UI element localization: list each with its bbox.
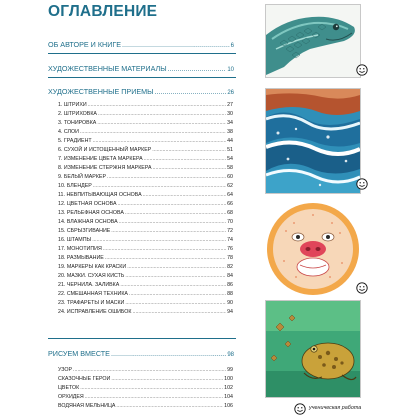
entry-page: 44 (227, 138, 233, 145)
entry-title: 12. ЦВЕТНАЯ ОСНОВА (58, 201, 117, 208)
dot-leader (143, 191, 226, 200)
dot-leader (97, 119, 226, 128)
section-divider (48, 338, 236, 339)
dot-leader (127, 263, 226, 272)
dot-leader (152, 146, 226, 155)
toc-entry[interactable] (58, 155, 233, 164)
smiley-icon (356, 64, 368, 76)
entry-title: 20. МАЗКИ. СУХАЯ КИСТЬ (58, 273, 125, 280)
toc-entry[interactable] (58, 137, 233, 146)
dot-leader (107, 173, 226, 182)
entry-title: 3. ТОНИРОВКА (58, 120, 97, 127)
entry-page: 84 (227, 273, 233, 280)
entry-page: 72 (227, 228, 233, 235)
entry-title: ВОДЯНАЯ МЕЛЬНИЦА (58, 403, 116, 410)
entry-page: 68 (227, 210, 233, 217)
entry-title: 1. ШТРИХИ (58, 102, 87, 108)
toc-entry[interactable] (58, 200, 233, 209)
face-illustration (265, 200, 361, 298)
toc-entry[interactable] (58, 245, 233, 254)
entry-title: 8. ИЗМЕНЕНИЕ СТЕРЖНЯ МАРКЕРА (58, 165, 152, 172)
entry-page: 30 (227, 111, 233, 118)
toc-entry[interactable] (58, 402, 233, 411)
entry-page: 102 (224, 385, 233, 392)
entry-title: 16. ШТАМПЫ (58, 237, 92, 244)
section-divider (48, 53, 236, 54)
entry-title: УЗОР (58, 367, 73, 373)
dot-leader (105, 254, 226, 263)
dot-leader (103, 245, 226, 254)
dot-leader (80, 384, 223, 393)
toc-entry[interactable] (58, 254, 233, 263)
dot-leader (125, 299, 226, 308)
lizard-illustration (265, 4, 361, 78)
dot-leader (98, 110, 226, 119)
entry-title: 21. ЧЕРНИЛА. ЗАЛИВКА (58, 282, 120, 289)
section-page: 6 (230, 43, 234, 49)
toc-section-materials[interactable] (48, 64, 234, 73)
toc-entry[interactable] (58, 263, 233, 272)
entry-title: 19. МАРКЕРЫ КАК КРАСКИ (58, 264, 127, 271)
toc-entry[interactable] (58, 182, 233, 191)
entry-page: 74 (227, 237, 233, 244)
entry-page: 90 (227, 300, 233, 307)
entry-title: 4. СЛОИ (58, 129, 79, 136)
toc-entry[interactable] (58, 272, 233, 281)
entry-page: 64 (227, 192, 233, 199)
entry-title: 7. ИЗМЕНЕНИЕ ЦВЕТА МАРКЕРА (58, 156, 143, 163)
toc-entry[interactable] (58, 218, 233, 227)
toc-entry[interactable] (58, 290, 233, 299)
entry-title: 6. СУХОЙ И ИСТОЩЕННЫЙ МАРКЕР (58, 147, 152, 154)
dot-leader (120, 281, 226, 290)
dot-leader (119, 218, 226, 227)
toc-entry[interactable] (58, 128, 233, 137)
entry-page: 60 (227, 174, 233, 181)
entry-page: 99 (227, 367, 233, 373)
toc-entry[interactable] (58, 146, 233, 155)
toc-entry[interactable] (58, 164, 233, 173)
dot-leader (111, 349, 226, 358)
dot-leader (73, 366, 226, 375)
dot-leader (85, 393, 223, 402)
dot-leader (155, 87, 227, 96)
toc-entry[interactable] (58, 366, 233, 375)
smiley-icon (356, 178, 368, 190)
toc-entry[interactable] (58, 209, 233, 218)
entry-title: ЦВЕТОК (58, 385, 80, 392)
dot-leader (116, 402, 223, 411)
entry-title: 17. МОНОТИПИЯ (58, 246, 102, 253)
dot-leader (144, 155, 226, 164)
entry-title: 10. БЛЕНДЕР (58, 183, 92, 190)
entry-page: 106 (224, 403, 233, 410)
student-work-caption: ученическая работа (309, 405, 362, 411)
entry-title: 11. НЕВПИТЫВАЮЩАЯ ОСНОВА (58, 192, 142, 199)
entry-page: 94 (227, 309, 233, 316)
dot-leader (93, 137, 226, 146)
entry-page: 54 (227, 156, 233, 163)
entry-page: 58 (227, 165, 233, 172)
dot-leader (92, 236, 226, 245)
entry-title: 18. РАЗМЫВАНИЕ (58, 255, 104, 262)
toc-entry[interactable] (58, 384, 233, 393)
entry-page: 82 (227, 264, 233, 271)
dot-leader (88, 101, 226, 110)
dot-leader (80, 128, 226, 137)
smiley-icon (356, 282, 368, 294)
toc-entry[interactable] (58, 101, 233, 110)
entry-page: 104 (224, 394, 233, 401)
dot-leader (111, 227, 226, 236)
techniques-list (58, 101, 233, 317)
dot-leader (111, 375, 223, 384)
toc-entry[interactable] (58, 191, 233, 200)
section-divider (48, 77, 236, 78)
section-page: 10 (227, 67, 234, 73)
entry-page: 76 (227, 246, 233, 253)
entry-page: 66 (227, 201, 233, 208)
dot-leader (118, 200, 227, 209)
toc-entry[interactable] (58, 281, 233, 290)
dot-leader (122, 40, 230, 49)
toc-entry[interactable] (58, 227, 233, 236)
entry-title: 2. ШТРИХОВКА (58, 111, 97, 118)
section-title: РИСУЕМ ВМЕСТЕ (48, 349, 110, 358)
toc-entry[interactable] (58, 308, 233, 317)
section-page: 98 (227, 352, 234, 358)
entry-title: СКАЗОЧНЫЕ ГЕРОИ (58, 376, 111, 383)
ocean-waves-illustration (265, 88, 361, 194)
dot-leader (125, 272, 226, 281)
entry-title: 13. РЕЛЬЕФНАЯ ОСНОВА (58, 210, 124, 217)
section-page: 26 (227, 90, 234, 96)
projects-list (58, 366, 233, 411)
section-title: ХУДОЖЕСТВЕННЫЕ МАТЕРИАЛЫ (48, 64, 167, 73)
entry-title: 14. ВЛАЖНАЯ ОСНОВА (58, 219, 118, 226)
toc-entry[interactable] (58, 236, 233, 245)
entry-title: 24. ИСПРАВЛЕНИЕ ОШИБОК (58, 309, 132, 316)
dot-leader (125, 209, 226, 218)
entry-title: 5. ГРАДИЕНТ (58, 138, 92, 145)
entry-title: 22. СМЕШАННАЯ ТЕХНИКА (58, 291, 128, 298)
toc-entry[interactable] (58, 375, 233, 384)
toc-entry[interactable] (58, 173, 233, 182)
dot-leader (168, 64, 227, 73)
dot-leader (93, 182, 226, 191)
dot-leader (133, 308, 227, 317)
section-title: ХУДОЖЕСТВЕННЫЕ ПРИЕМЫ (48, 87, 154, 96)
dot-leader (129, 290, 226, 299)
dot-leader (153, 164, 227, 173)
entry-page: 86 (227, 282, 233, 289)
entry-page: 70 (227, 219, 233, 226)
entry-title: ОРХИДЕЯ (58, 394, 84, 401)
section-title: ОБ АВТОРЕ И КНИГЕ (48, 40, 122, 49)
toc-section-together[interactable] (48, 349, 234, 358)
page-title: ОГЛАВЛЕНИЕ (48, 3, 158, 20)
smiley-icon (294, 403, 306, 415)
entry-page: 34 (227, 120, 233, 127)
toc-entry[interactable] (58, 119, 233, 128)
entry-page: 100 (224, 376, 233, 383)
frog-illustration (265, 300, 361, 398)
entry-title: 9. БЕЛЫЙ МАРКЕР (58, 174, 106, 181)
entry-title: 23. ТРАФАРЕТЫ И МАСКИ (58, 300, 125, 307)
entry-page: 51 (227, 147, 233, 154)
entry-title: 15. СБРЫЗГИВАНИЕ (58, 228, 111, 235)
entry-page: 88 (227, 291, 233, 298)
toc-entry[interactable] (58, 299, 233, 308)
toc-section-techniques[interactable] (48, 87, 234, 96)
toc-section-about[interactable] (48, 40, 234, 49)
toc-entry[interactable] (58, 110, 233, 119)
entry-page: 27 (227, 102, 233, 108)
entry-page: 38 (227, 129, 233, 136)
entry-page: 78 (227, 255, 233, 262)
entry-page: 62 (227, 183, 233, 190)
toc-entry[interactable] (58, 393, 233, 402)
